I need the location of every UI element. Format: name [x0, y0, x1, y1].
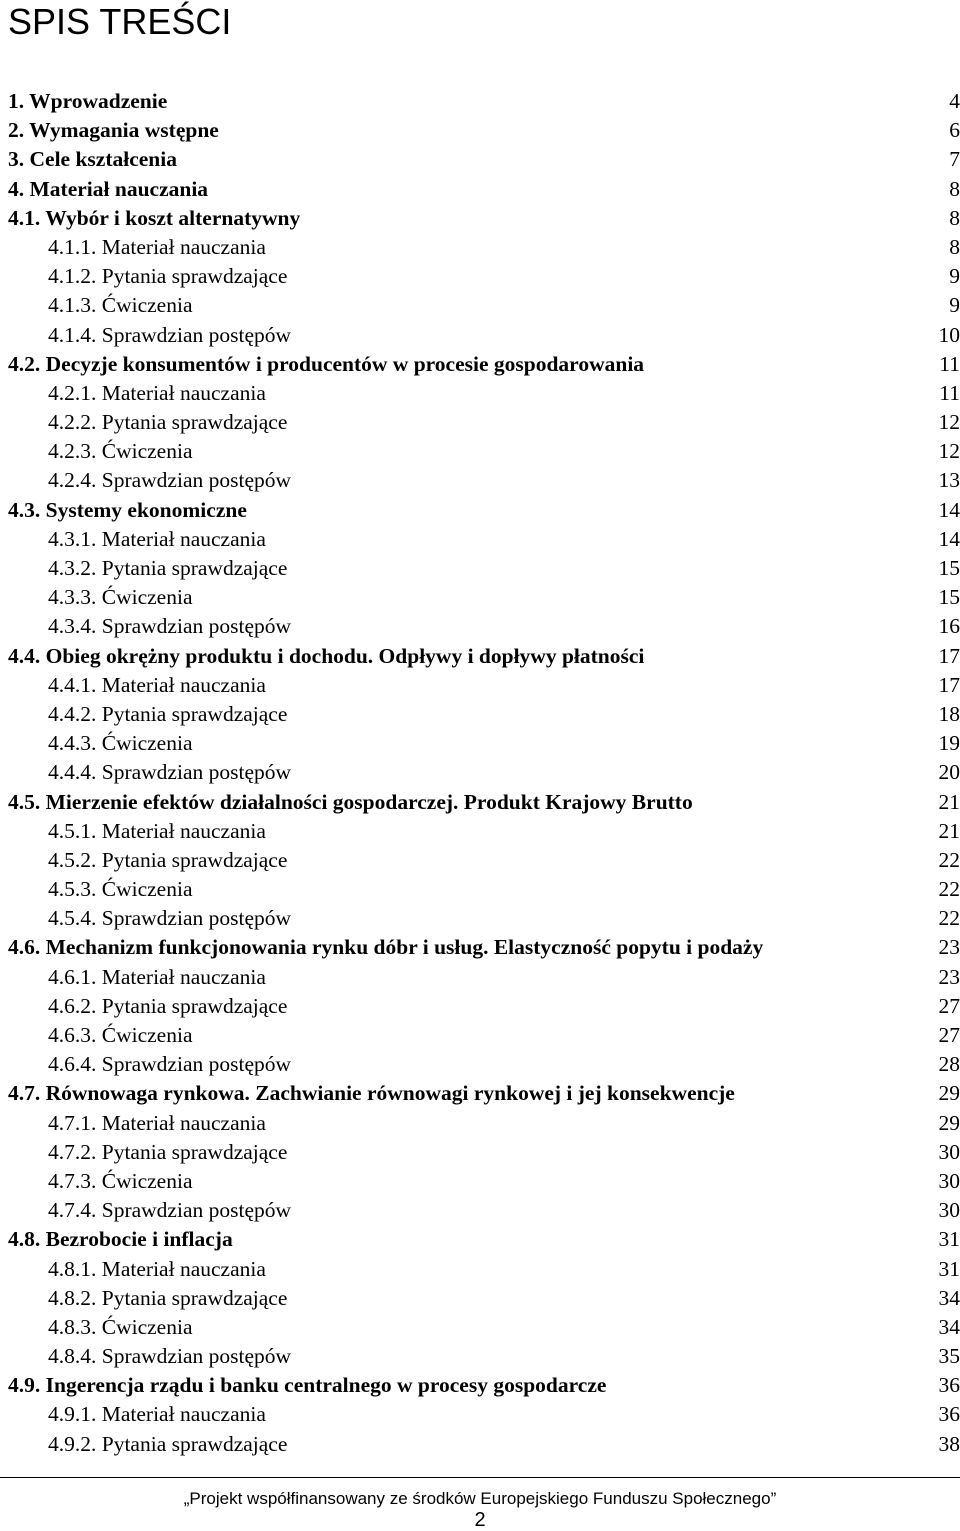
- toc-entry-page: 22: [938, 906, 960, 931]
- toc-entry-page: 18: [938, 701, 960, 726]
- toc-entry-title: 4.8.1. Materiał nauczania: [48, 1256, 266, 1281]
- toc-entry-page: 6: [949, 118, 960, 143]
- toc-entry-page: 4: [949, 89, 960, 113]
- toc-entry-title: 4.6.4. Sprawdzian postępów: [48, 1052, 292, 1077]
- toc-entry-title: 4.7. Równowaga rynkowa. Zachwianie równowagi rynkowej i jej konsekwencje: [8, 1081, 735, 1106]
- toc-entry[interactable]: [0, 554, 960, 583]
- toc-entry-page: 11: [939, 351, 960, 376]
- toc-entry-title: 4. Materiał nauczania: [8, 176, 209, 201]
- toc-entry[interactable]: [0, 291, 960, 320]
- toc-entry[interactable]: [0, 437, 960, 466]
- toc-entry[interactable]: [0, 612, 960, 641]
- toc-entry-page: 21: [938, 789, 960, 814]
- toc-entry-page: 17: [938, 643, 960, 668]
- toc-entry-page: 12: [938, 439, 960, 464]
- toc-entry[interactable]: [0, 846, 960, 875]
- toc-entry[interactable]: [0, 1079, 960, 1108]
- toc-entry-title: 4.1. Wybór i koszt alternatywny: [8, 205, 301, 230]
- toc-entry-title: 4.9.1. Materiał nauczania: [48, 1402, 266, 1427]
- toc-entry-title: 4.4.2. Pytania sprawdzające: [48, 701, 288, 726]
- toc-entry-page: 13: [938, 468, 960, 493]
- toc-entry-page: 36: [938, 1373, 960, 1398]
- page-number: 2: [474, 1509, 486, 1531]
- toc-entry-title: 4.3.3. Ćwiczenia: [48, 585, 193, 610]
- toc-entry-title: 4.7.1. Materiał nauczania: [48, 1110, 266, 1135]
- toc-entry-title: 4.3. Systemy ekonomiczne: [8, 497, 247, 522]
- toc-entry-title: 4.3.4. Sprawdzian postępów: [48, 614, 292, 639]
- toc-entry-title: 4.9.2. Pytania sprawdzające: [48, 1431, 288, 1456]
- toc-entry-title: 2. Wymagania wstępne: [8, 118, 219, 143]
- toc-entry[interactable]: [0, 1313, 960, 1342]
- toc-entry-page: 12: [938, 410, 960, 435]
- toc-entry[interactable]: [0, 671, 960, 700]
- toc-entry-title: 4.4.1. Materiał nauczania: [48, 672, 266, 697]
- toc-entry-page: 8: [949, 176, 960, 201]
- toc-entry-page: 9: [949, 293, 960, 318]
- toc-entry[interactable]: [0, 525, 960, 554]
- toc-entry[interactable]: [0, 904, 960, 933]
- toc-entry-page: 34: [938, 1314, 960, 1339]
- footer-note: „Projekt współfinansowany ze środków Europejskiego Funduszu Społecznego”: [183, 1489, 777, 1508]
- toc-entry[interactable]: [0, 116, 960, 145]
- toc-entry[interactable]: [0, 1225, 960, 1254]
- toc-entry[interactable]: [0, 1050, 960, 1079]
- toc-entry-title: 4.8.2. Pytania sprawdzające: [48, 1285, 288, 1310]
- toc-entry-page: 17: [938, 672, 960, 697]
- toc-entry[interactable]: [0, 1196, 960, 1225]
- toc-entry-page: 21: [938, 818, 960, 843]
- toc-entry[interactable]: [0, 583, 960, 612]
- toc-entry-page: 27: [938, 993, 960, 1018]
- toc-entry[interactable]: [0, 1109, 960, 1138]
- toc-entry-page: 31: [938, 1227, 960, 1252]
- toc-entry-page: 28: [938, 1052, 960, 1077]
- toc-entry-page: 22: [938, 847, 960, 872]
- toc-entry[interactable]: [0, 321, 960, 350]
- toc-entry[interactable]: [0, 1342, 960, 1371]
- toc-entry-title: 4.2.1. Materiał nauczania: [48, 380, 266, 405]
- toc-entry-title: 4.5.4. Sprawdzian postępów: [48, 906, 292, 931]
- toc-entry[interactable]: [0, 758, 960, 787]
- toc-entry[interactable]: [0, 350, 960, 379]
- toc-entry-page: 15: [938, 556, 960, 580]
- toc-entry-title: 4.2.2. Pytania sprawdzające: [48, 410, 288, 435]
- toc-entry[interactable]: [0, 87, 960, 116]
- toc-entry-title: 4.8. Bezrobocie i inflacja: [8, 1227, 233, 1252]
- toc-entry-page: 14: [938, 526, 960, 551]
- toc-entry-page: 10: [938, 322, 960, 347]
- toc-entry[interactable]: [0, 1021, 960, 1050]
- table-of-contents: [0, 87, 960, 1459]
- toc-entry[interactable]: [0, 496, 960, 525]
- toc-entry-page: 22: [938, 877, 960, 902]
- toc-entry-title: 4.3.2. Pytania sprawdzające: [48, 556, 288, 580]
- toc-entry-title: 4.6. Mechanizm funkcjonowania rynku dóbr i usług. Elastyczność popytu i podaży: [8, 935, 764, 960]
- toc-entry-title: 4.1.2. Pytania sprawdzające: [48, 264, 288, 289]
- toc-entry[interactable]: [0, 788, 960, 817]
- toc-entry[interactable]: [0, 145, 960, 174]
- toc-entry-title: 4.9. Ingerencja rządu i banku centralnego w procesy gospodarcze: [8, 1373, 607, 1398]
- toc-entry-title: 4.5. Mierzenie efektów działalności gospodarczej. Produkt Krajowy Brutto: [8, 789, 693, 814]
- toc-entry[interactable]: [0, 1284, 960, 1313]
- toc-entry[interactable]: [0, 992, 960, 1021]
- toc-entry[interactable]: [0, 379, 960, 408]
- toc-entry-title: 4.1.4. Sprawdzian postępów: [48, 322, 292, 347]
- toc-entry[interactable]: [0, 175, 960, 204]
- toc-entry-page: 7: [949, 147, 960, 172]
- toc-entry-page: 14: [938, 497, 960, 522]
- toc-entry-page: 35: [938, 1344, 960, 1369]
- toc-entry-title: 4.7.3. Ćwiczenia: [48, 1168, 193, 1193]
- toc-entry-title: 4.7.4. Sprawdzian postępów: [48, 1198, 292, 1223]
- toc-entry-page: 30: [938, 1198, 960, 1223]
- toc-entry-page: 30: [938, 1139, 960, 1164]
- toc-entry[interactable]: [0, 1371, 960, 1400]
- toc-entry-page: 29: [938, 1081, 960, 1106]
- toc-entry-page: 15: [938, 585, 960, 610]
- toc-entry[interactable]: [0, 700, 960, 729]
- toc-entry-page: 34: [938, 1285, 960, 1310]
- toc-entry[interactable]: [0, 642, 960, 671]
- toc-entry-title: 4.6.1. Materiał nauczania: [48, 964, 266, 989]
- toc-entry-page: 23: [938, 964, 960, 989]
- toc-entry-title: 4.7.2. Pytania sprawdzające: [48, 1139, 288, 1164]
- toc-entry-page: 9: [949, 264, 960, 289]
- toc-entry-page: 8: [949, 205, 960, 230]
- toc-entry[interactable]: [0, 466, 960, 495]
- toc-entry[interactable]: [0, 204, 960, 233]
- toc-entry[interactable]: [0, 408, 960, 437]
- toc-entry-title: 4.8.4. Sprawdzian postępów: [48, 1344, 292, 1369]
- toc-entry[interactable]: [0, 729, 960, 758]
- toc-entry-title: 4.2.4. Sprawdzian postępów: [48, 468, 292, 493]
- toc-entry-page: 23: [938, 935, 960, 960]
- toc-entry-title: 4.2.3. Ćwiczenia: [48, 439, 193, 464]
- toc-entry-title: 4.6.2. Pytania sprawdzające: [48, 993, 288, 1018]
- toc-entry-title: 1. Wprowadzenie: [8, 89, 168, 113]
- page-title: SPIS TREŚCI: [8, 1, 232, 42]
- toc-entry-title: 4.1.3. Ćwiczenia: [48, 293, 193, 318]
- toc-entry-title: 4.6.3. Ćwiczenia: [48, 1023, 193, 1047]
- toc-entry[interactable]: [0, 1430, 960, 1459]
- toc-entry-page: 38: [938, 1431, 960, 1456]
- toc-entry-page: 27: [938, 1023, 960, 1047]
- toc-entry[interactable]: [0, 1255, 960, 1284]
- toc-entry[interactable]: [0, 1400, 960, 1429]
- toc-entry-title: 4.5.2. Pytania sprawdzające: [48, 847, 288, 872]
- toc-entry-page: 11: [939, 380, 960, 405]
- toc-entry-page: 31: [938, 1256, 960, 1281]
- toc-entry-title: 4.1.1. Materiał nauczania: [48, 234, 266, 259]
- toc-entry-title: 4.3.1. Materiał nauczania: [48, 526, 266, 551]
- toc-entry[interactable]: [0, 963, 960, 992]
- toc-entry-title: 4.4.3. Ćwiczenia: [48, 731, 193, 756]
- toc-entry-page: 30: [938, 1168, 960, 1193]
- toc-entry[interactable]: [0, 262, 960, 291]
- toc-entry-page: 29: [938, 1110, 960, 1135]
- toc-entry-title: 4.4.4. Sprawdzian postępów: [48, 760, 292, 785]
- toc-entry-page: 20: [938, 760, 960, 785]
- toc-entry[interactable]: [0, 1167, 960, 1196]
- toc-entry[interactable]: [0, 817, 960, 846]
- toc-entry-title: 4.5.3. Ćwiczenia: [48, 877, 193, 902]
- footer-divider: [0, 1477, 960, 1478]
- toc-entry-title: 4.5.1. Materiał nauczania: [48, 818, 266, 843]
- toc-entry[interactable]: [0, 1138, 960, 1167]
- toc-entry-title: 4.2. Decyzje konsumentów i producentów w procesie gospodarowania: [8, 351, 645, 376]
- toc-entry-page: 8: [949, 234, 960, 259]
- toc-entry-title: 4.4. Obieg okrężny produktu i dochodu. Odpływy i dopływy płatności: [8, 643, 645, 668]
- toc-entry-title: 4.8.3. Ćwiczenia: [48, 1314, 193, 1339]
- toc-entry-page: 19: [938, 731, 960, 756]
- toc-entry[interactable]: [0, 933, 960, 962]
- toc-entry-page: 36: [938, 1402, 960, 1427]
- toc-entry-page: 16: [938, 614, 960, 639]
- toc-entry[interactable]: [0, 875, 960, 904]
- toc-entry[interactable]: [0, 233, 960, 262]
- toc-entry-title: 3. Cele kształcenia: [8, 147, 177, 172]
